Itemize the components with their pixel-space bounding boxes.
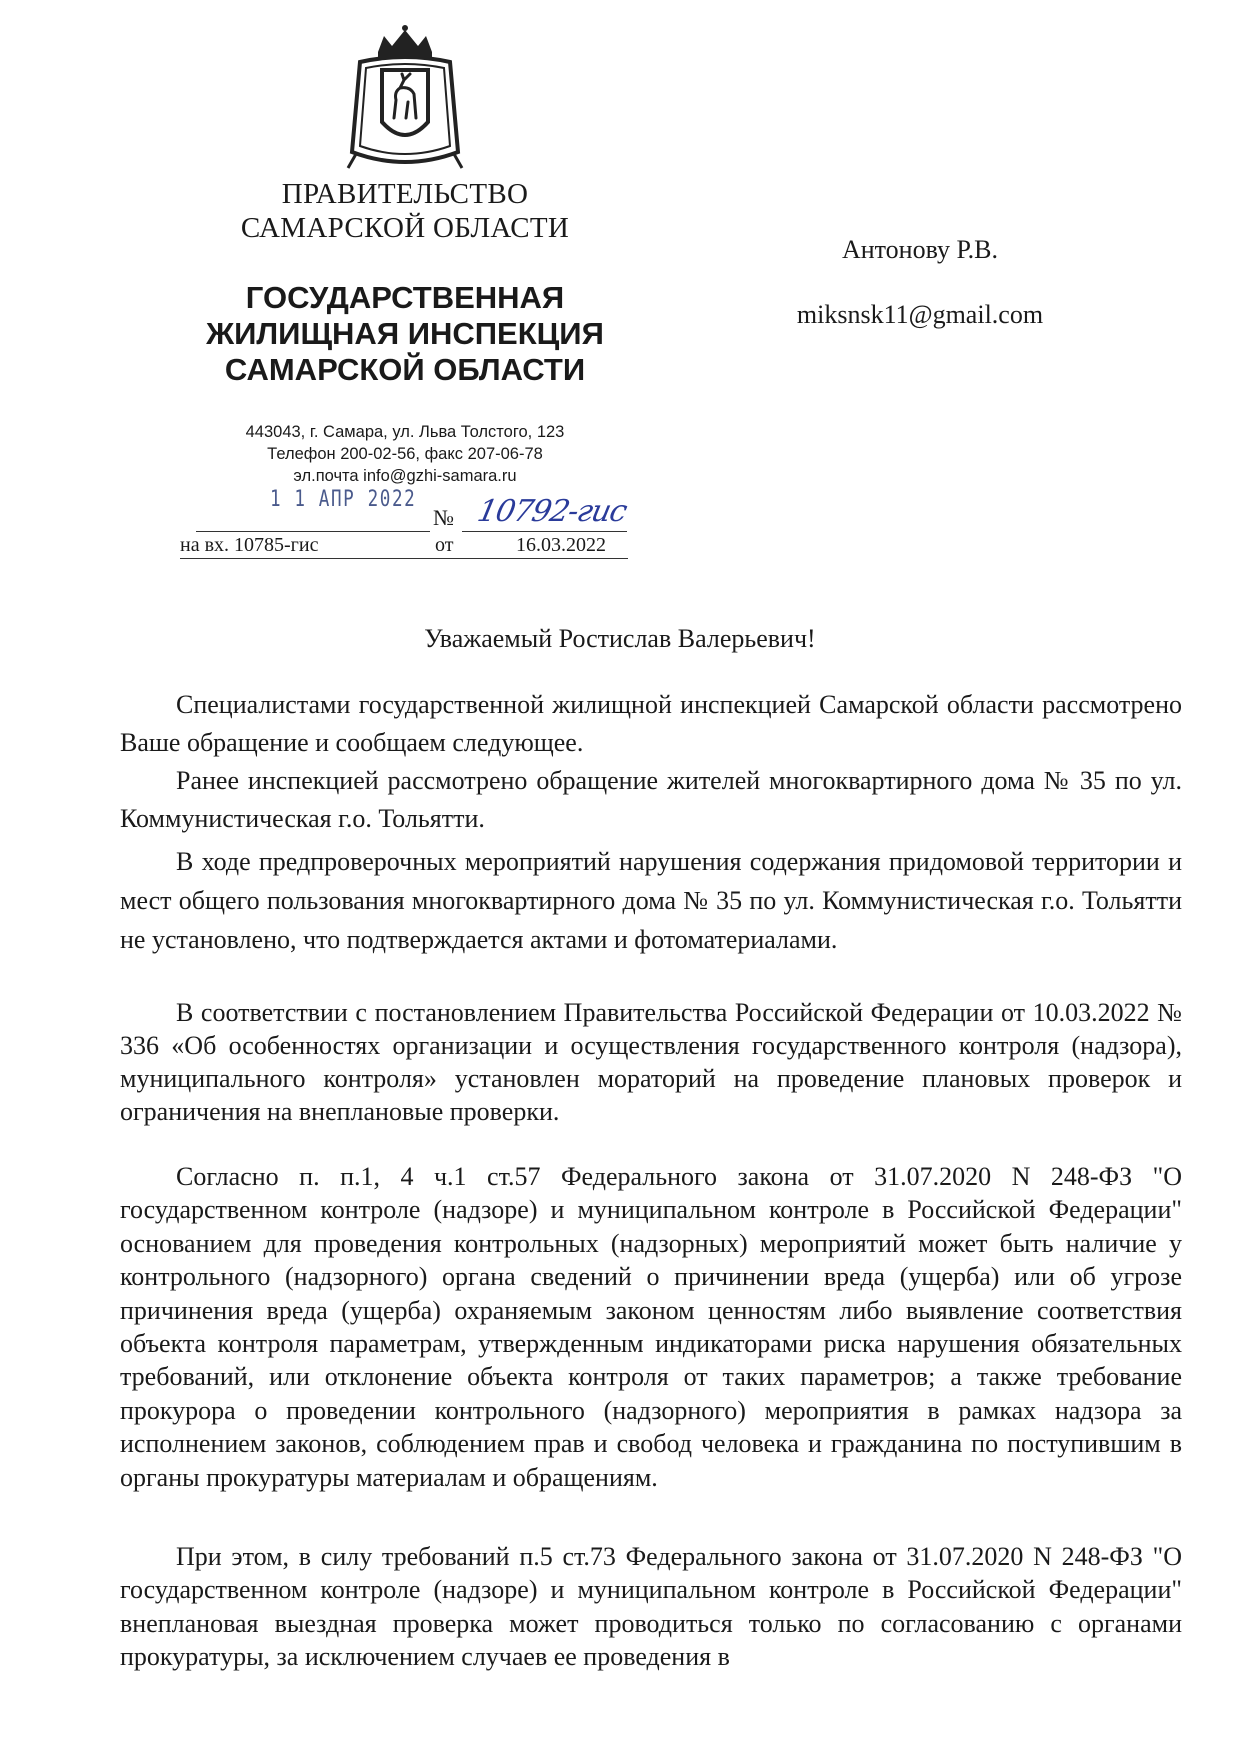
recipient-name: Антонову Р.В. [841,235,999,264]
inbound-underline [180,558,628,559]
government-title-line2: САМАРСКОЙ ОБЛАСТИ [240,212,570,244]
government-title-line1: ПРАВИТЕЛЬСТВО [281,178,529,210]
recipient-email: miksnsk11@gmail.com [796,300,1044,329]
inbound-reference: на вх. 10785-гис [180,534,319,556]
number-underline [462,531,627,532]
inspection-title-line3: САМАРСКОЙ ОБЛАСТИ [224,352,586,387]
paragraph-5: Согласно п. п.1, 4 ч.1 ст.57 Федерального закона от 31.07.2020 N 248-ФЗ "О государственном контроле (надзоре) и муниципальном контроле в Российской Федерации" основанием для проведения контрольных (надзорных) мероприятий может быть наличие у контрольного (надзорного) органа сведений о причинении вреда (ущерба) или об угрозе причинения вреда (ущерба) охраняемым законом ценностям либо выявление соответствия объекта контроля параметрам, утвержденным индикаторами риска нарушения обязательных требований, или отклонение объекта контроля от таких параметров; а также требование прокурора о проведении контрольного (надзорного) мероприятия в рамках надзора за исполнением законов, соблюдением прав и свобод человека и гражданина по поступившим в органы прокуратуры материалам и обращениям. [120,1162,1182,1492]
address-line: 443043, г. Самара, ул. Льва Толстого, 123 [245,423,565,441]
samara-coat-of-arms-icon [330,22,480,172]
greeting: Уважаемый Ростислав Валерьевич! [424,624,816,653]
paragraph-1: Специалистами государственной жилищной инспекцией Самарской области рассмотрено Ваше обращение и сообщаем следующее. [120,690,1182,757]
paragraph-4: В соответствии с постановлением Правительства Российской Федерации от 10.03.2022 № 336 «Об особенностях организации и осуществления государственного контроля (надзора), муниципального контроля» установлен мораторий на проведение плановых проверок и ограничения на внеплановые проверки. [120,998,1182,1126]
number-label: № [433,505,454,530]
handwritten-number: 10792-гис [474,494,630,529]
paragraph-3: В ходе предпроверочных мероприятий нарушения содержания придомовой территории и мест общего пользования многоквартирного дома № 35 по ул. Коммунистическая г.о. Тольятти не установлено, что подтверждается актами и фотоматериалами. [120,847,1182,954]
from-label: от [435,534,454,556]
email-line: эл.почта info@gzhi-samara.ru [293,467,517,485]
paragraph-2: Ранее инспекцией рассмотрено обращение жителей многоквартирного дома № 35 по ул. Коммунистическая г.о. Тольятти. [120,766,1182,833]
date-underline [196,531,430,532]
paragraph-6: При этом, в силу требований п.5 ст.73 Федерального закона от 31.07.2020 N 248-ФЗ "О государственном контроле (надзоре) и муниципальном контроле в Российской Федерации" внеплановая выездная проверка может проводиться только по согласованию с органами прокуратуры, за исключением случаев ее проведения в [120,1542,1182,1672]
inspection-title-line1: ГОСУДАРСТВЕННАЯ [245,280,565,315]
phone-fax-line: Телефон 200-02-56, факс 207-06-78 [267,445,543,463]
registration-date-stamp: 1 1 АПР 2022 [270,487,417,512]
inbound-date: 16.03.2022 [516,534,606,556]
inspection-title-line2: ЖИЛИЩНАЯ ИНСПЕКЦИЯ [206,316,604,351]
